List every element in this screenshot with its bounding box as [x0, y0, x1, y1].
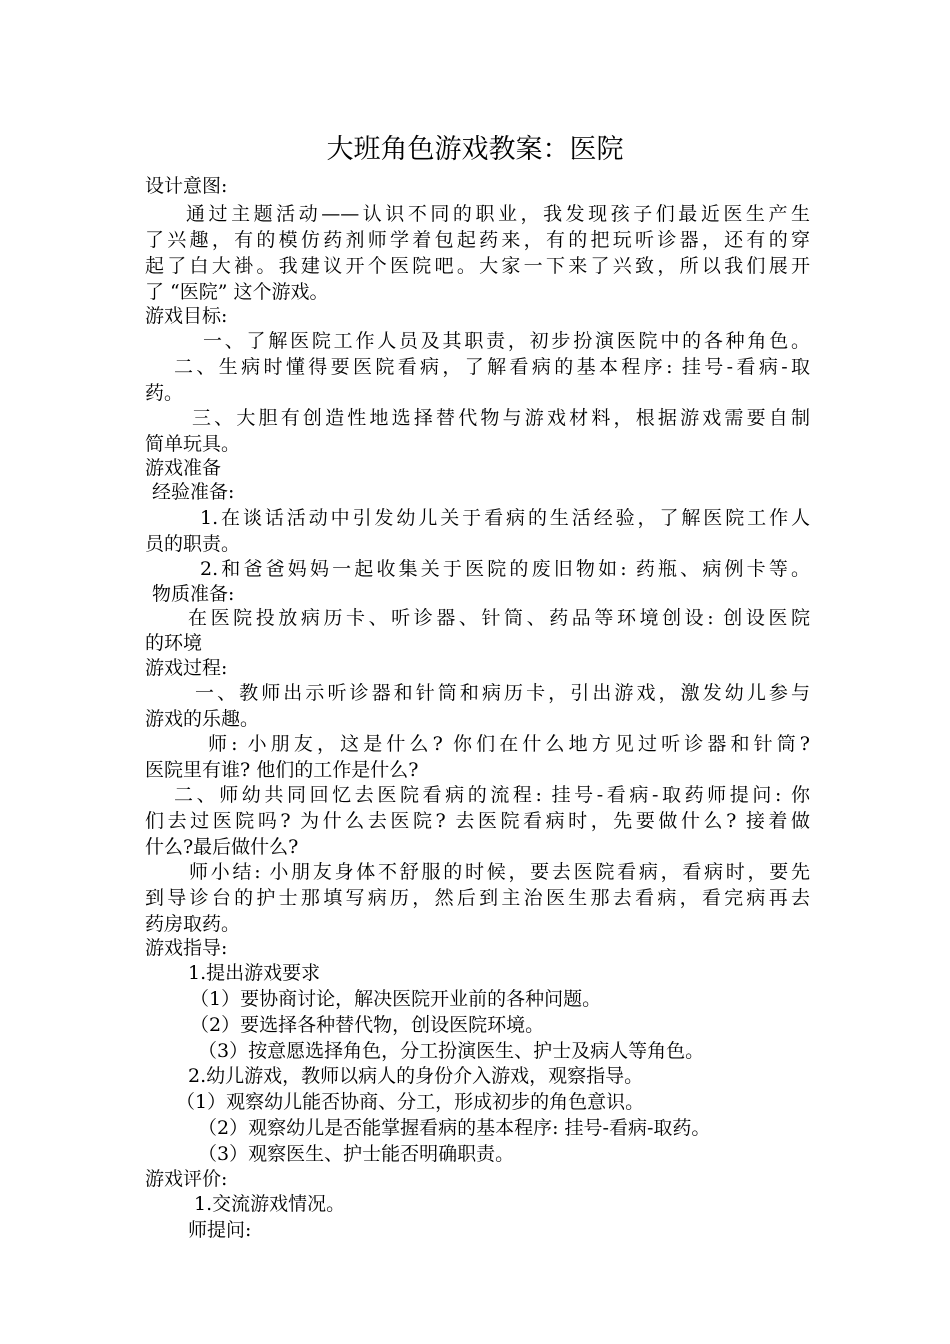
text-line: 1.在谈话活动中引发幼儿关于看病的生活经验，了解医院工作人 — [200, 507, 810, 529]
text-line: （3）按意愿选择角色，分工扮演医生、护士及病人等角色。 — [198, 1040, 705, 1062]
text-line: （1）观察幼儿能否协商、分工，形成初步的角色意识。 — [176, 1091, 645, 1113]
text-line: 一、教师出示听诊器和针筒和病历卡，引出游戏，激发幼儿参与 — [195, 682, 810, 704]
text-line: 游戏的乐趣。 — [145, 708, 260, 730]
section-heading: 游戏指导: — [145, 937, 228, 959]
text-line: 师提问: — [188, 1219, 252, 1241]
text-line: （2）观察幼儿是否能掌握看病的基本程序: 挂号-看病-取药。 — [198, 1117, 711, 1139]
text-line: （2）要选择各种替代物，创设医院环境。 — [190, 1014, 545, 1036]
document-title: 大班角色游戏教案：医院 — [326, 134, 624, 165]
text-line: 2.和爸爸妈妈一起收集关于医院的废旧物如: 药瓶、病例卡等。 — [200, 558, 810, 580]
text-line: 员的职责。 — [145, 533, 241, 555]
text-line: 药房取药。 — [145, 913, 241, 935]
text-line: 什么?最后做什么? — [145, 836, 299, 858]
text-line: （3）观察医生、护士能否明确职责。 — [198, 1143, 515, 1165]
text-line: 设计意图: — [145, 175, 228, 197]
text-line: 师小结: 小朋友身体不舒服的时候，要去医院看病，看病时，要先 — [189, 861, 810, 883]
text-line: 二、师幼共同回忆去医院看病的流程: 挂号-看病-取药师提问: 你 — [174, 784, 810, 806]
text-line: 们去过医院吗? 为什么去医院? 去医院看病时，先要做什么? 接着做 — [145, 810, 810, 832]
text-line: 医院里有谁? 他们的工作是什么? — [145, 759, 419, 781]
text-line: 到导诊台的护士那填写病历，然后到主治医生那去看病，看完病再去 — [145, 887, 810, 909]
text-line: 1.交流游戏情况。 — [194, 1193, 346, 1215]
text-line: 在医院投放病历卡、听诊器、针筒、药品等环境创设: 创设医院 — [188, 607, 810, 629]
text-line: 1.提出游戏要求 — [188, 962, 321, 984]
text-line: （1）要协商讨论，解决医院开业前的各种问题。 — [190, 988, 602, 1010]
text-line: 了 “医院” 这个游戏。 — [145, 281, 329, 303]
section-heading: 游戏准备 — [145, 457, 222, 479]
text-line: 师: 小朋友，这是什么? 你们在什么地方见过听诊器和针筒? — [208, 733, 810, 755]
text-line: 通过主题活动——认识不同的职业，我发现孩子们最近医生产生 — [186, 203, 810, 225]
text-line: 药。 — [145, 382, 184, 404]
subsection-heading: 经验准备: — [152, 481, 235, 503]
section-heading: 游戏评价: — [145, 1168, 228, 1190]
section-heading: 游戏过程: — [145, 657, 228, 679]
text-line: 了兴趣，有的模仿药剂师学着包起药来，有的把玩听诊器，还有的穿 — [145, 229, 810, 251]
text-line: 起了白大褂。我建议开个医院吧。大家一下来了兴致，所以我们展开 — [145, 255, 810, 277]
text-line: 的环境 — [145, 632, 203, 654]
text-line: 一、了解医院工作人员及其职责，初步扮演医院中的各种角色。 — [203, 330, 810, 352]
section-heading: 游戏目标: — [145, 305, 228, 327]
text-line: 三、大胆有创造性地选择替代物与游戏材料，根据游戏需要自制 — [192, 407, 810, 429]
text-line: 二、生病时懂得要医院看病，了解看病的基本程序: 挂号-看病-取 — [174, 356, 810, 378]
text-line: 2.幼儿游戏，教师以病人的身份介入游戏，观察指导。 — [188, 1065, 644, 1087]
subsection-heading: 物质准备: — [152, 583, 235, 605]
text-line: 简单玩具。 — [145, 433, 241, 455]
